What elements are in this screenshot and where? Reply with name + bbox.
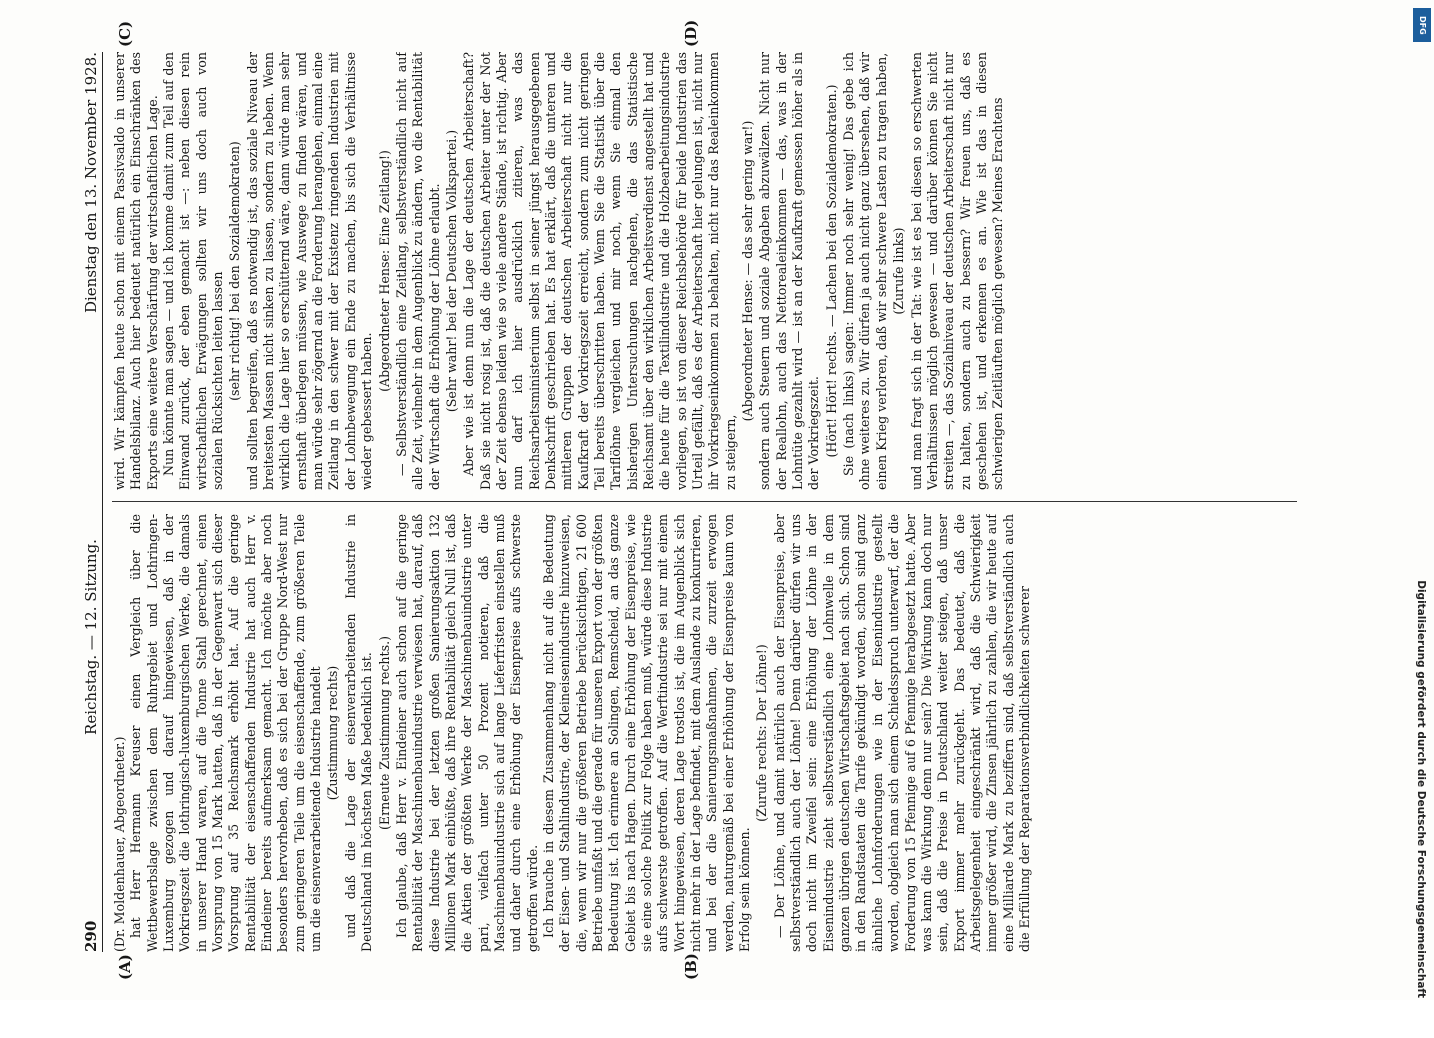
- running-header: [72, 52, 100, 952]
- column-divider: [112, 501, 1297, 502]
- interjection: (sehr richtig! bei den Sozialdemokraten): [227, 141, 243, 401]
- digitization-note: [1410, 8, 1432, 998]
- interjection: (Zustimmung rechts): [325, 665, 341, 801]
- margin-mark-c: (C): [116, 20, 134, 47]
- digitization-text: Digitalisierung gefördert durch die Deutsche Forschungsgemeinschaft: [1415, 580, 1427, 998]
- paragraph: hat Herr Hermann Kreuser einen Vergleich über die Wettbewerbslage zwischen dem Ruhrgebiet und Lothringen-Luxemburg gezogen und darauf hingewiesen, daß in der Vorkriegszeit die lothringisch-luxemburgischen Werke, die damals in unserer Hand waren, auf die Tonne Stahl gerechnet, einen Vorsprung von 15 Mark hatten, daß in der Gegenwart sich dieser Vorsprung auf 35 Reichsmark erhöht hat. Auf die geringe Rentabilität der eisenschaffenden Industrie hat auch Herr v. Eindeiner bereits aufmerksam gemacht. Ich möchte aber noch besonders hervorheben, daß es sich bei der Gruppe Nord-West nur zum geringeren Teile um die eisenschaffende, zum größeren Teile um die eisenverarbeitende Industrie handelt: [128, 514, 324, 952]
- interjection: (Sehr wahr! bei der Deutschen Volkspartei.): [443, 129, 459, 413]
- paragraph: (Dr. Moldenhauer, Abgeordneter.): [112, 736, 127, 952]
- paragraph: wird. Wir kämpfen heute schon mit einem Passivsaldo in unserer Handelsbilanz. Auch hier bedeutet natürlich ein Einschränken des Exports eine weitere Verschärfung der wirtschaftlichen Lage.: [112, 52, 160, 490]
- paragraph: sondern auch Steuern und soziale Abgaben abzuwälzen. Nicht nur der Reallohn, auch das Nettorealeinkommen — das, was in der Lohntüte gezahlt wird — ist an der Kaufkraft gemessen höher als in der Vorkriegszeit.: [757, 52, 822, 490]
- interjection: (Hört! Hört! rechts. — Lachen bei den Sozialdemokraten.): [823, 84, 839, 458]
- interjection: (Abgeordneter Hense: Eine Zeitlang!): [376, 150, 392, 392]
- paragraph: Ich glaube, daß Herr v. Eindeiner auch schon auf die geringe Rentabilität der Maschinenbauindustrie verwiesen hat, darauf, daß diese Industrie bei der letzten großen Sanierungsaktion 132 Millionen Mark einbüßte, daß ihre Rentabilität gleich Null ist, daß die Aktien der größten Werke der Maschinenbauindustrie unter pari, vielfach unter 50 Prozent notieren, daß die Maschinenbauindustrie sich auf lange Lieferfristen einstellen muß und daher durch eine Erhöhung der Eisenpreise aufs schwerste getroffen würde.: [393, 514, 540, 952]
- right-text-column: [112, 52, 1297, 490]
- margin-mark-b: (B): [682, 953, 700, 980]
- paragraph: und daß die Lage der eisenverarbeitenden Industrie in Deutschland im höchsten Maße bedenklich ist.: [342, 514, 375, 952]
- paragraph: Nun könnte man sagen — und ich komme damit zum Teil auf den Einwand zurück, der eben gemacht ist —: neben diesen rein wirtschaftlichen Erwägungen sollten wir uns doch auch von sozialen Rücksichten leiten lassen: [161, 52, 226, 490]
- paragraph: und man fragt sich in der Tat: wie ist es bei diesen so erschwerten Verhältnissen möglich gewesen — und darüber können Sie nicht streiten —, das Sozialniveau der deutschen Arbeiterschaft nicht nur zu halten, sondern auch zu bessern? Wir freuen uns, daß es geschehen ist, und erkennen es an. Wie ist das in diesen schwierigen Zeitläuften möglich gewesen? Meines Erachtens: [908, 52, 1006, 490]
- paragraph: — Selbstverständlich eine Zeitlang, selbstverständlich nicht auf alle Zeit, vielmehr in dem Augenblick zu ändern, wo die Rentabilität der Wirtschaft die Erhöhung der Löhne erlaubt.: [393, 52, 442, 490]
- dfg-logo: DFG: [1413, 8, 1431, 42]
- session-date: Dienstag den 13. November 1928.: [82, 52, 100, 314]
- paragraph: Ich brauche in diesem Zusammenhang nicht auf die Bedeutung der Eisen- und Stahlindustrie, der Kleineisenindustrie hinzuweisen, die, wenn wir nur die größeren Betriebe berücksichtigen, 21 600 Betriebe umfaßt und die gerade für unseren Export von der größten Bedeutung ist. Ich erinnere an Solingen, Remscheid, an das ganze Gebiet bis nach Hagen. Durch eine Erhöhung der Eisenpreise, wie sie eine solche Politik zur Folge haben muß, würde diese Industrie aufs schwerste getroffen. Auf die Werftindustrie sei nur mit einem Wort hingewiesen, deren Lage trostlos ist, die im Augenblick sich nicht mehr in der Lage befindet, mit dem Auslande zu konkurrieren, und bei der die Sanierungsmaßnahmen, die zurzeit erwogen werden, naturgemäß bei einer Erhöhung der Eisenpreise kaum von Erfolg sein können.: [540, 514, 753, 952]
- paragraph: und sollten begreifen, daß es notwendig ist, das soziale Niveau der breitesten Massen nicht sinken zu lassen, sondern zu heben. Wenn wirklich die Lage hier so erschütternd wäre, dann würde man sehr ernsthaft überlegen müssen, wie Auswege zu finden wären, und man würde sehr zögernd an die Forderung herangehen, einmal eine Zeitlang in den schwer mit der Existenz ringenden Industrien mit der Lohnbewegung ein Ende zu machen, bis sich die Verhältnisse wieder gebessert haben.: [244, 52, 375, 490]
- left-text-column: [112, 514, 1297, 952]
- paragraph: Sie (nach links) sagen: Immer noch sehr wenig! Das gebe ich ohne weiteres zu. Wir dürfen ja auch nicht ganz übersehen, daß wir einen Krieg verloren, daß wir sehr schwere Lasten zu tragen haben,: [841, 52, 889, 490]
- page-number: 290: [82, 920, 100, 952]
- header-rule: [102, 52, 103, 952]
- interjection: (Abgeordneter Hense: — das sehr gering war!): [740, 120, 756, 422]
- running-title: Reichstag. — 12. Sitzung.: [82, 539, 100, 735]
- rotated-document-page: [72, 19, 1302, 980]
- margin-mark-d: (D): [682, 19, 700, 47]
- interjection: (Erneute Zustimmung rechts.): [376, 636, 392, 830]
- interjection: (Zurufe rechts: Der Löhne!): [754, 644, 770, 822]
- interjection: (Zurufe links): [891, 227, 907, 315]
- paragraph: — Der Löhne, und damit natürlich auch der Eisenpreise, aber selbstverständlich auch der Löhne! Denn darüber dürfen wir uns doch nicht im Zweifel sein: eine Erhöhung der Löhne in der Eisenindustrie zieht selbstverständlich eine Lohnwelle in dem ganzen übrigen deutschen Wirtschaftsgebiet nach sich. Schon sind in den Randstaaten die Tarife gekündigt worden, schon sind ganz ähnliche Lohnforderungen wie in der Eisenindustrie gestellt worden, obgleich man sich einem Schiedsspruch unterwarf, der die Forderung von 15 Pfennige auf 6 Pfennige herabgesetzt hatte. Aber was kann die Wirkung denn nur sein? Die Wirkung kann doch nur sein, daß die Preise in Deutschland weiter steigen, daß unser Export immer mehr zurückgeht. Das bedeutet, daß die Arbeitsgelegenheit eingeschränkt wird, daß die Schwierigkeit immer größer wird, die Zinsen jährlich zu zahlen, die wir heute auf eine Milliarde Mark zu beziffern sind, daß selbstverständlich auch die Erfüllung der Reparationsverbindlichkeiten schwerer: [771, 514, 1032, 952]
- paragraph: Aber wie ist denn nun die Lage der deutschen Arbeiterschaft? Daß sie nicht rosig ist, daß die deutschen Arbeiter unter der Not der Zeit ebenso leiden wie so viele andere Stände, ist richtig. Aber nun darf ich hier ausdrücklich zitieren, was das Reichsarbeitsministerium selbst in seiner jüngst herausgegebenen Denkschrift geschrieben hat. Es hat erklärt, daß die unteren und mittleren Gruppen der deutschen Arbeiterschaft nicht nur die Kaufkraft der Vorkriegszeit erreicht, sondern zum nicht geringen Teil bereits überschritten haben. Wenn Sie die Statistik über die Tariflöhne vergleichen und mir noch, wenn Sie einmal den bisherigen Untersuchungen nachgehen, die das Statistische Reichsamt über den wirklichen Arbeitsverdienst angestellt hat und die heute für die Textilindustrie und die Holzbearbeitungsindustrie vorliegen, so ist von dieser Reichsbehörde für beide Industrien das Urteil gefällt, daß es der Arbeiterschaft hier gelungen ist, nicht nur ihr Vorkriegseinkommen zu behalten, nicht nur das Realeinkommen zu steigern,: [461, 52, 738, 490]
- margin-mark-a: (A): [116, 954, 134, 980]
